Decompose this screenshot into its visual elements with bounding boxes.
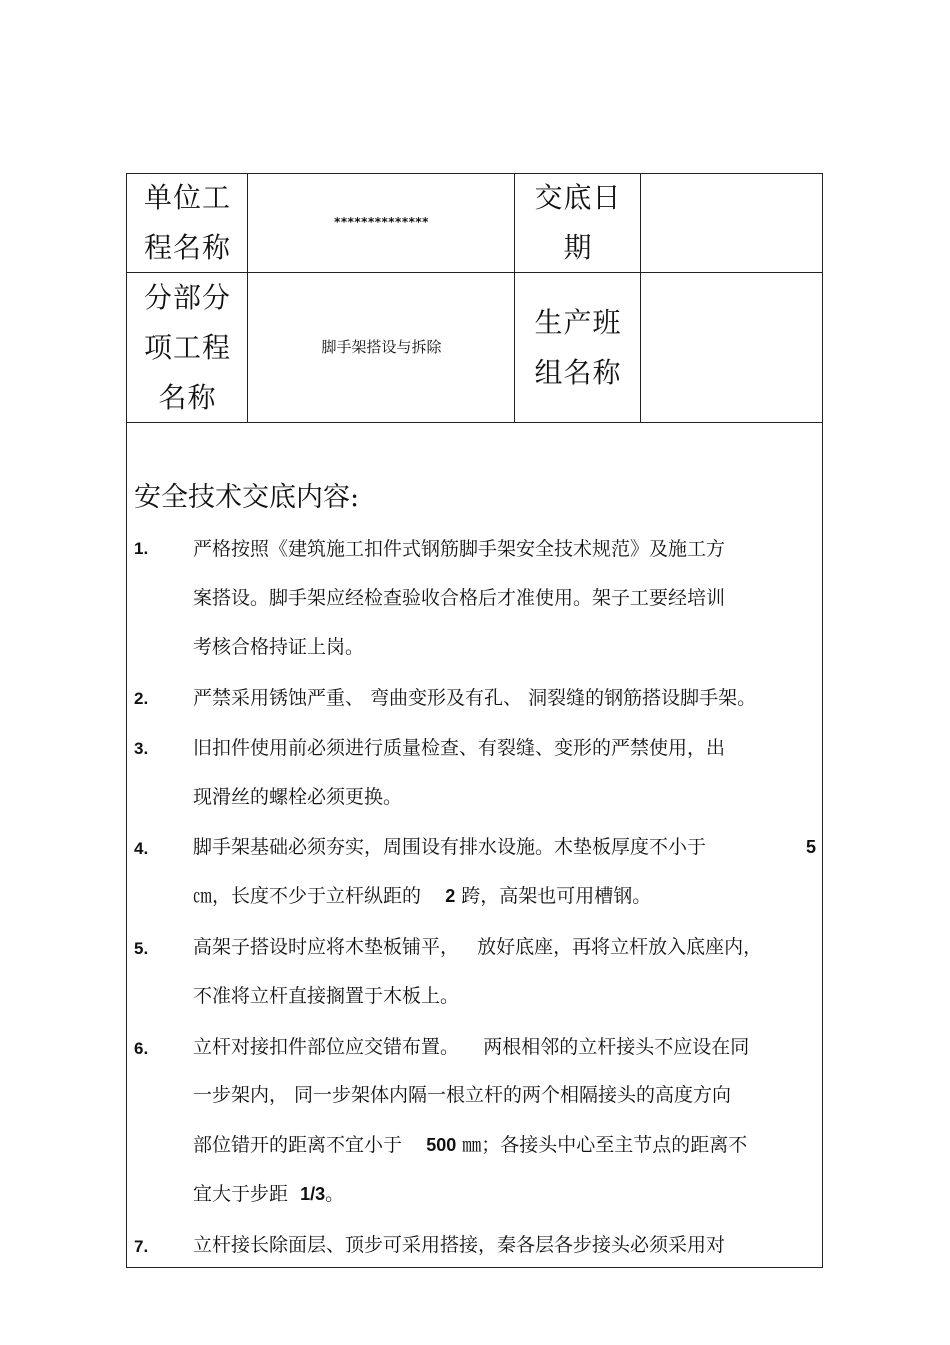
table-col-divider [640,173,641,422]
item-line: 不准将立杆直接搁置于木板上。 [193,985,460,1007]
sub-project-label: 分部分 项工程 名称 [143,280,231,414]
unit-name-value: ************** [334,215,429,229]
item-line: 立杆对接扣件部位应交错布置。 两根相邻的立杆接头不应设在同 [193,1036,750,1058]
item-number: 6. [134,1039,149,1058]
item-number: 1. [134,539,149,558]
team-label: 生产班 组名称 [534,305,622,389]
item-line: 现滑丝的螺栓必须更换。 [193,786,403,808]
item-line: 严禁采用锈蚀严重、 弯曲变形及有孔、 洞裂缝的钢筋搭设脚手架。 [193,687,757,709]
item-line: ㎝，长度不少于立杆纵距的 2 跨，高架也可用槽钢。 [193,885,652,907]
item-line: 考核合格持证上岗。 [193,636,365,658]
item-number: 4. [134,839,149,858]
item-line: 旧扣件使用前必须进行质量检查、有裂缝、变形的严禁使用，出 [193,737,726,759]
table-col-divider [514,173,515,422]
item-line: 部位错开的距离不宜小于 500 ㎜；各接头中心至主节点的距离不 [193,1134,748,1156]
content-heading: 安全技术交底内容: [134,482,360,513]
item-line: 一步架内， 同一步架体内隔一根立杆的两个相隔接头的高度方向 [193,1084,732,1106]
table-col-divider [247,173,248,422]
item-number: 2. [134,689,149,708]
item-number: 7. [134,1237,149,1256]
item-line: 案搭设。脚手架应经检查验收合格后才准使用。架子工要经培训 [193,587,726,609]
table-row-divider [126,422,823,423]
item-number: 5. [134,939,149,958]
unit-name-label: 单位工 程名称 [143,181,231,264]
item-line: 立杆接长除面层、顶步可采用搭接，秦各层各步接头必须采用对 [193,1234,726,1256]
item-line: 脚手架基础必须夯实，周围设有排水设施。木垫板厚度不小于 [193,836,707,858]
date-label: 交底日 期 [534,181,622,264]
item-number: 3. [134,739,149,758]
item-line: 宜大于步距 1/3。 [193,1183,345,1205]
sub-project-value: 脚手架搭设与拆除 [321,337,442,356]
item-line: 严格按照《建筑施工扣件式钢筋脚手架安全技术规范》及施工方 [193,538,726,560]
item-number-value: 5 [806,837,817,857]
team-value [642,273,822,422]
date-value [642,174,822,272]
item-line: 高架子搭设时应将木垫板铺平， 放好底座，再将立杆放入底座内， [193,936,763,958]
